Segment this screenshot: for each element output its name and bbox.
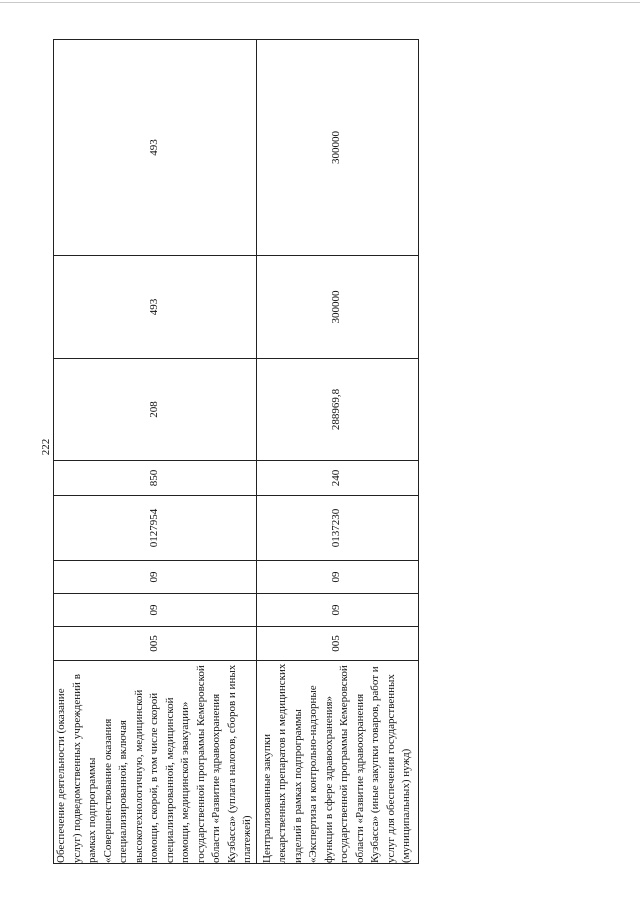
cell-target-article: 0137230: [256, 496, 418, 561]
page-number: 222: [40, 438, 52, 456]
cell-subsection: 09: [54, 561, 257, 594]
row-description: Централизованные закупки лекарственных препаратов и медицинских изделий в рамках подпрограммы «Экспертиза и контрольно-надзорные функции в сфере здравоохранения» государственной программы Кемеровской области «Развитие здравоохранения Кузбасса» (иные закупки товаров, работ и услуг для обеспечения государственных (муниципальных) нужд): [256, 661, 418, 864]
cell-expense-type: 240: [256, 461, 418, 496]
table-row: [256, 40, 418, 864]
cell-amount-3: 300000: [256, 40, 418, 256]
cell-amount-2: 300000: [256, 256, 418, 359]
cell-section: 09: [256, 594, 418, 627]
row-description: Обеспечение деятельности (оказание услуг) подведомственных учреждений в рамках подпрограммы «Совершенствование оказания специализированной, включая высокотехнологичную, медицинской помощи, скорой, в том числе скорой специализированной, медицинской помощи, медицинской эвакуации» государственной программы Кемеровской области «Развитие здравоохранения Кузбасса» (уплата налогов, сборов и иных платежей): [54, 661, 257, 864]
cell-amount-2: 493: [54, 256, 257, 359]
cell-section: 09: [54, 594, 257, 627]
cell-expense-type: 850: [54, 461, 257, 496]
cell-target-article: 0127954: [54, 496, 257, 561]
cell-amount-1: 208: [54, 359, 257, 461]
cell-amount-1: 288969,8: [256, 359, 418, 461]
budget-table: [53, 39, 419, 864]
cell-code: 005: [256, 627, 418, 661]
table-row: [54, 40, 257, 864]
page-top-border: [0, 2, 640, 3]
cell-code: 005: [54, 627, 257, 661]
cell-subsection: 09: [256, 561, 418, 594]
cell-amount-3: 493: [54, 40, 257, 256]
rotated-table-container: [53, 40, 412, 864]
